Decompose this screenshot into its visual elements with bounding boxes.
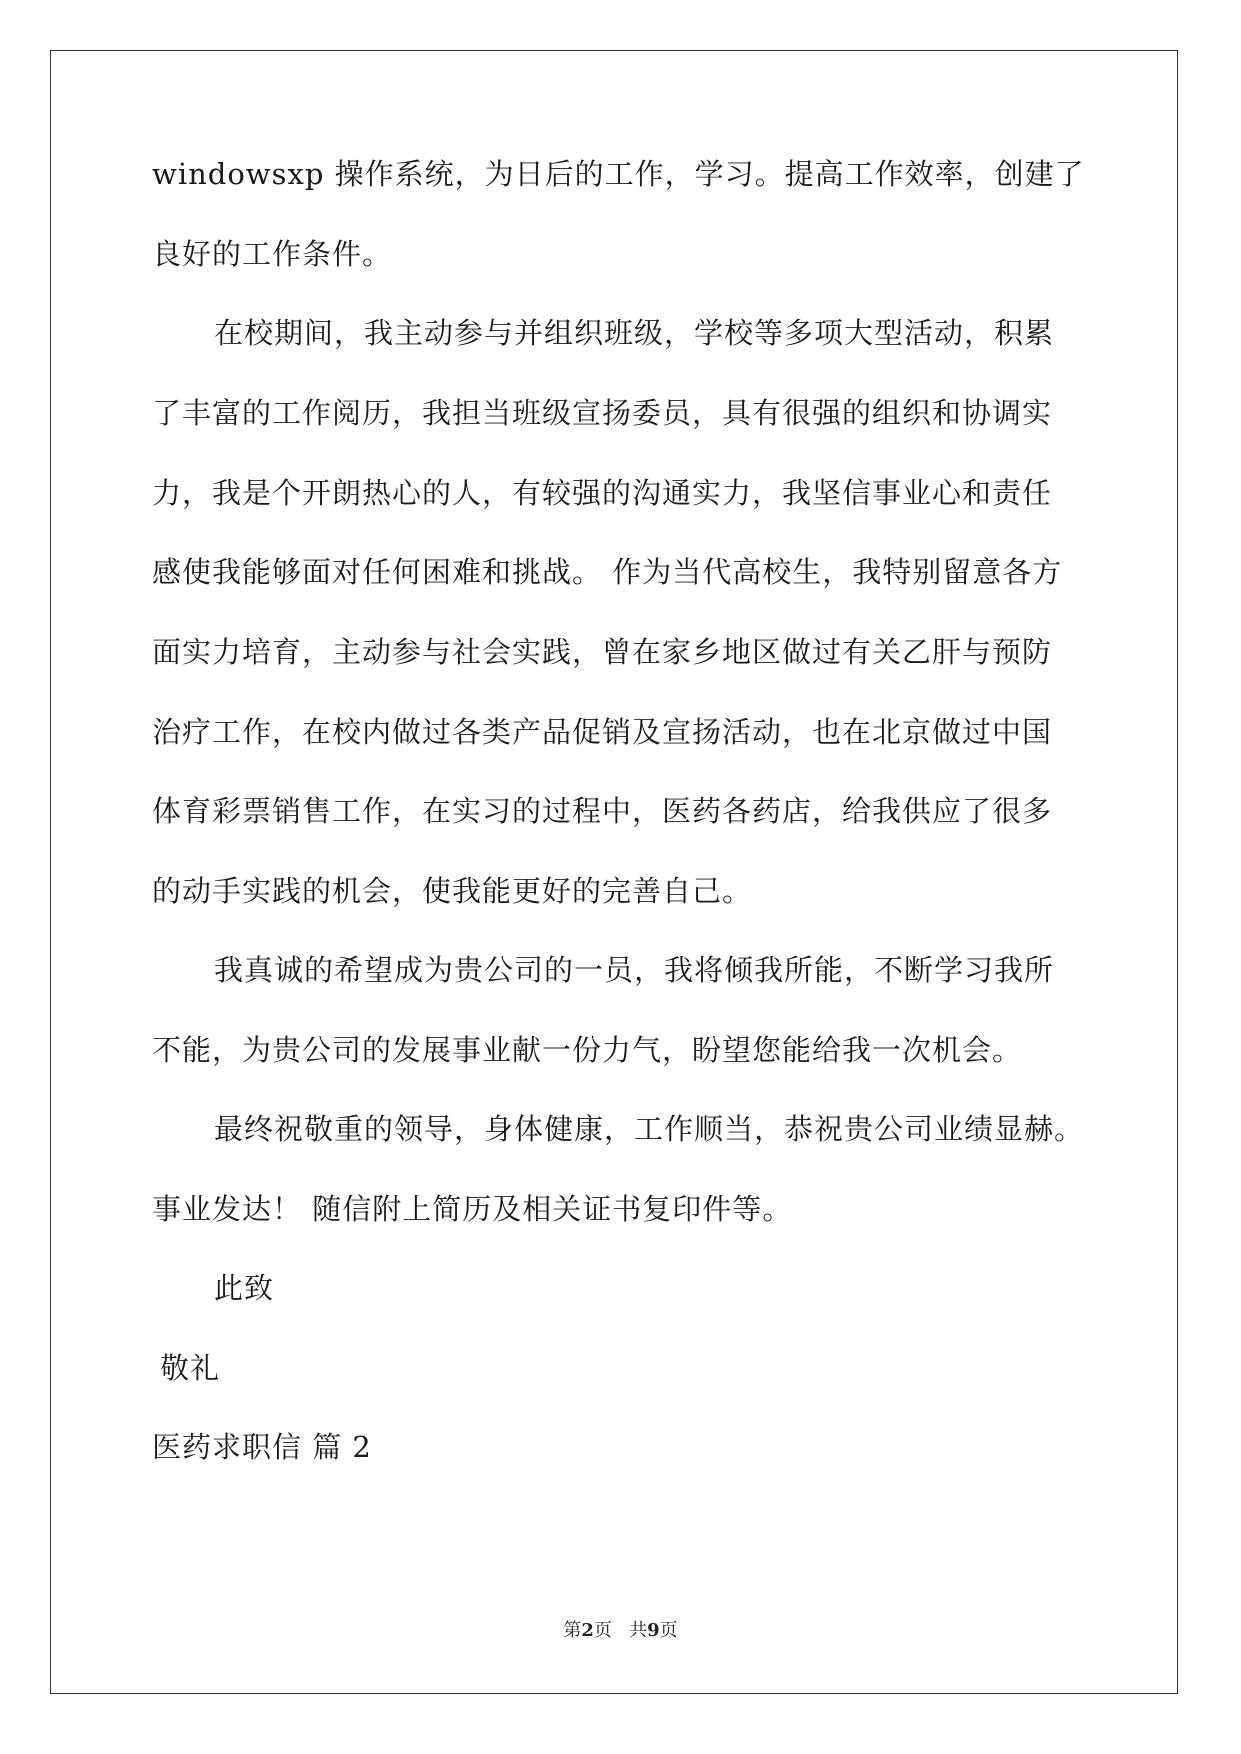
closing-salutation: 此致 bbox=[214, 1271, 275, 1305]
closing-regards: 敬礼 bbox=[160, 1351, 221, 1385]
body-line-7: 面实力培育，主动参与社会实践，曾在家乡地区做过有关乙肝与预防 bbox=[152, 635, 1053, 669]
footer-total-suffix: 页 bbox=[659, 1620, 678, 1641]
body-line-10: 的动手实践的机会，使我能更好的完善自己。 bbox=[152, 874, 753, 908]
body-line-6: 感使我能够面对任何困难和挑战。 作为当代高校生，我特别留意各方 bbox=[152, 555, 1063, 589]
body-line-14: 事业发达！ 随信附上简历及相关证书复印件等。 bbox=[152, 1192, 793, 1226]
footer-total-prefix: 共 bbox=[629, 1620, 648, 1641]
body-line-9: 体育彩票销售工作，在实习的过程中，医药各药店，给我供应了很多 bbox=[152, 794, 1053, 828]
body-line-5: 力，我是个开朗热心的人，有较强的沟通实力，我坚信事业心和责任 bbox=[152, 476, 1053, 510]
next-section-title: 医药求职信 篇 2 bbox=[152, 1430, 372, 1464]
body-line-12: 不能，为贵公司的发展事业献一份力气，盼望您能给我一次机会。 bbox=[152, 1033, 1023, 1067]
body-line-4: 了丰富的工作阅历，我担当班级宣扬委员，具有很强的组织和协调实 bbox=[152, 396, 1053, 430]
body-line-1: windowsxp 操作系统，为日后的工作，学习。提高工作效率，创建了 bbox=[152, 157, 1085, 191]
body-line-2: 良好的工作条件。 bbox=[152, 237, 393, 271]
footer-total-number: 9 bbox=[647, 1620, 660, 1641]
paragraph-start-line: 我真诚的希望成为贵公司的一员，我将倾我所能，不断学习我所 bbox=[214, 953, 1055, 987]
paragraph-start-line: 最终祝敬重的领导，身体健康，工作顺当，恭祝贵公司业绩显赫。 bbox=[214, 1112, 1085, 1146]
footer-page-prefix: 第 bbox=[563, 1620, 582, 1641]
page-footer bbox=[0, 1616, 1241, 1642]
body-line-8: 治疗工作，在校内做过各类产品促销及宣扬活动，也在北京做过中国 bbox=[152, 715, 1053, 749]
footer-page-suffix: 页 bbox=[593, 1620, 612, 1641]
footer-page-number: 2 bbox=[581, 1620, 594, 1641]
paragraph-start-line: 在校期间，我主动参与并组织班级，学校等多项大型活动，积累 bbox=[214, 316, 1055, 350]
